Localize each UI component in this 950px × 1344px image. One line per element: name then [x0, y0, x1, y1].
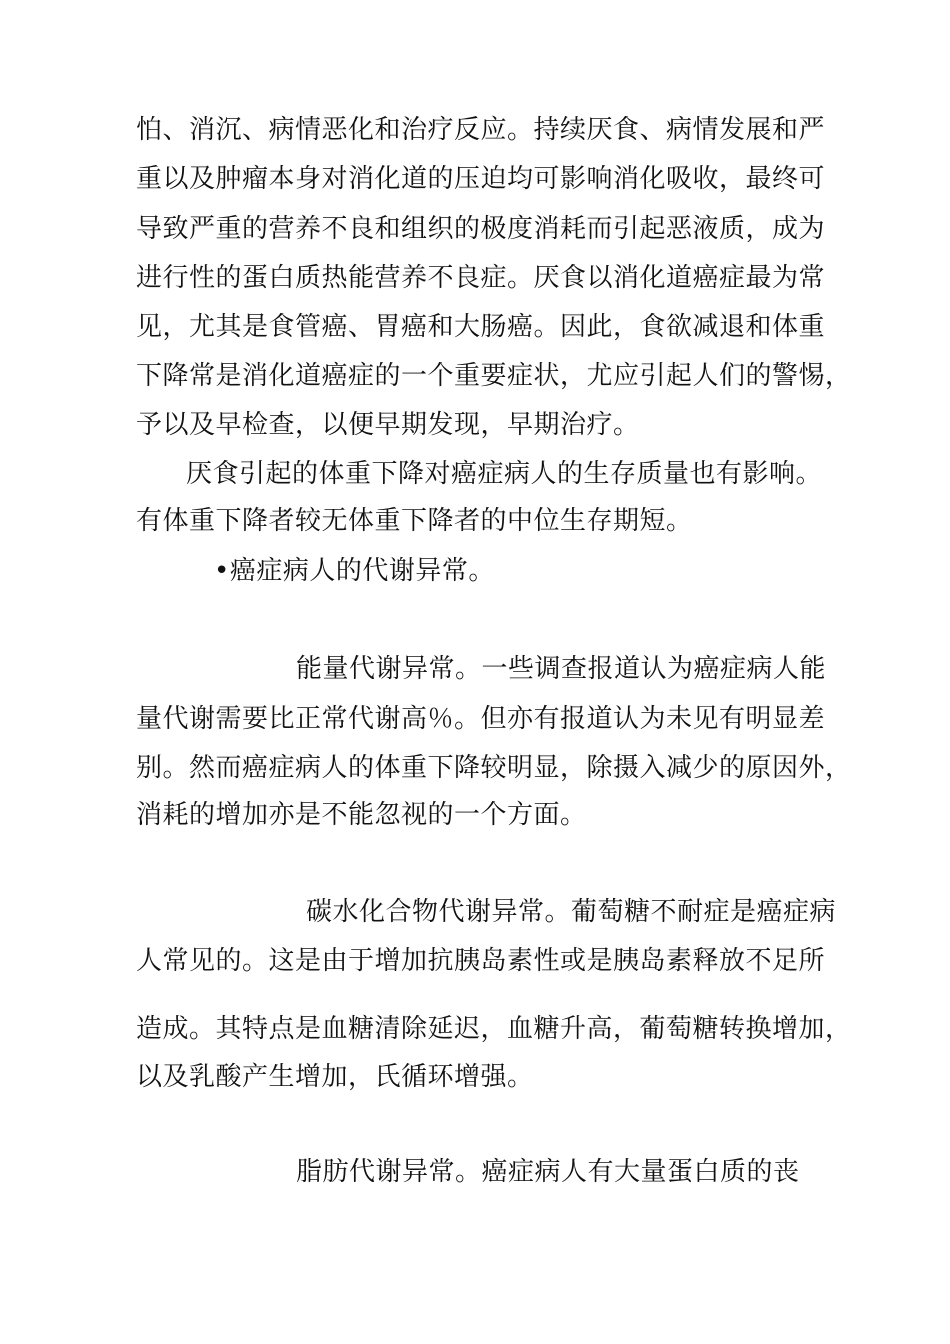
- paragraph-4-line-3: 造成。其特点是血糖清除延迟，血糖升高，葡萄糖转换增加，: [136, 1014, 852, 1044]
- paragraph-1-line-2: 重以及肿瘤本身对消化道的压迫均可影响消化吸收，最终可: [136, 164, 826, 194]
- paragraph-1-line-5: 见，尤其是食管癌、胃癌和大肠癌。因此，食欲减退和体重: [136, 312, 826, 342]
- paragraph-5-line-1: 脂肪代谢异常。癌症病人有大量蛋白质的丧: [296, 1157, 800, 1187]
- paragraph-3-line-4: 消耗的增加亦是不能忽视的一个方面。: [136, 800, 587, 830]
- paragraph-1-line-3: 导致严重的营养不良和组织的极度消耗而引起恶液质，成为: [136, 214, 826, 244]
- paragraph-3-line-2: 量代谢需要比正常代谢高％。但亦有报道认为未见有明显差: [136, 704, 826, 734]
- paragraph-1-line-7: 予以及早检查，以便早期发现，早期治疗。: [136, 410, 640, 440]
- paragraph-2-line-2: 有体重下降者较无体重下降者的中位生存期短。: [136, 506, 693, 536]
- paragraph-4-line-1: 碳水化合物代谢异常。葡萄糖不耐症是癌症病: [306, 897, 837, 927]
- paragraph-3-line-3: 别。然而癌症病人的体重下降较明显，除摄入减少的原因外，: [136, 753, 852, 783]
- paragraph-1-line-1: 怕、消沉、病情恶化和治疗反应。持续厌食、病情发展和严: [136, 115, 826, 145]
- paragraph-3-line-1: 能量代谢异常。一些调查报道认为癌症病人能: [296, 654, 827, 684]
- section-bullet-heading: •癌症病人的代谢异常。: [214, 556, 495, 586]
- paragraph-1-line-4: 进行性的蛋白质热能营养不良症。厌食以消化道癌症最为常: [136, 263, 826, 293]
- paragraph-4-line-4: 以及乳酸产生增加，氏循环增强。: [136, 1062, 534, 1092]
- paragraph-1-line-6: 下降常是消化道癌症的一个重要症状，尤应引起人们的警惕，: [136, 361, 852, 391]
- paragraph-2-line-1: 厌食引起的体重下降对癌症病人的生存质量也有影响。: [186, 459, 823, 489]
- paragraph-4-line-2: 人常见的。这是由于增加抗胰岛素性或是胰岛素释放不足所: [136, 946, 826, 976]
